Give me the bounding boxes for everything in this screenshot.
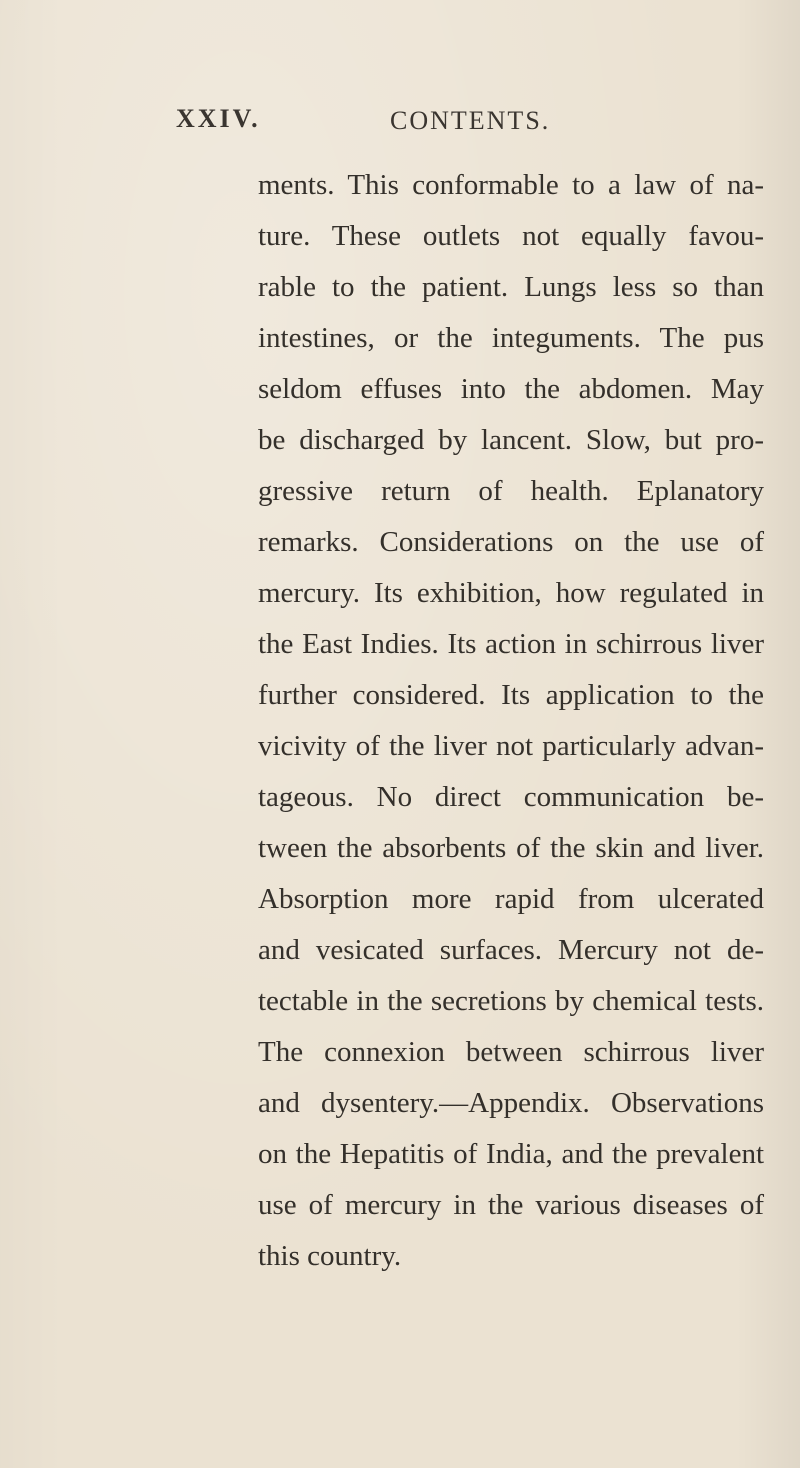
text-line: seldom effuses into the abdomen. May <box>258 373 764 405</box>
text-line: Absorption more rapid from ulcerated <box>258 883 764 915</box>
running-head <box>0 104 800 138</box>
text-line: the East Indies. Its action in schirrous liver <box>258 628 764 660</box>
text-line: ture. These outlets not equally favou- <box>258 220 764 252</box>
text-line: on the Hepatitis of India, and the prevalent <box>258 1138 764 1170</box>
text-line: tageous. No direct communication be- <box>258 781 764 813</box>
text-line: further considered. Its application to the <box>258 679 764 711</box>
text-line: The connexion between schirrous liver <box>258 1036 764 1068</box>
text-line: intestines, or the integuments. The pus <box>258 322 764 354</box>
text-line: rable to the patient. Lungs less so than <box>258 271 764 303</box>
text-line: and dysentery.—Appendix. Observations <box>258 1087 764 1119</box>
text-line: use of mercury in the various diseases of <box>258 1189 764 1221</box>
text-line: mercury. Its exhibition, how regulated in <box>258 577 764 609</box>
text-line: remarks. Considerations on the use of <box>258 526 764 558</box>
text-line: tween the absorbents of the skin and liver. <box>258 832 764 864</box>
text-line: and vesicated surfaces. Mercury not de- <box>258 934 764 966</box>
text-line: ments. This conformable to a law of na- <box>258 169 764 201</box>
contents-paragraph <box>258 160 764 1282</box>
text-line: be discharged by lancent. Slow, but pro- <box>258 424 764 456</box>
text-line: gressive return of health. Eplanatory <box>258 475 764 507</box>
section-title: CONTENTS. <box>390 106 551 135</box>
text-line: tectable in the secretions by chemical tests. <box>258 985 764 1017</box>
page-number: XXIV. <box>176 104 261 133</box>
text-line: this country. <box>258 1240 402 1272</box>
text-line: vicivity of the liver not particularly advan- <box>258 730 764 762</box>
